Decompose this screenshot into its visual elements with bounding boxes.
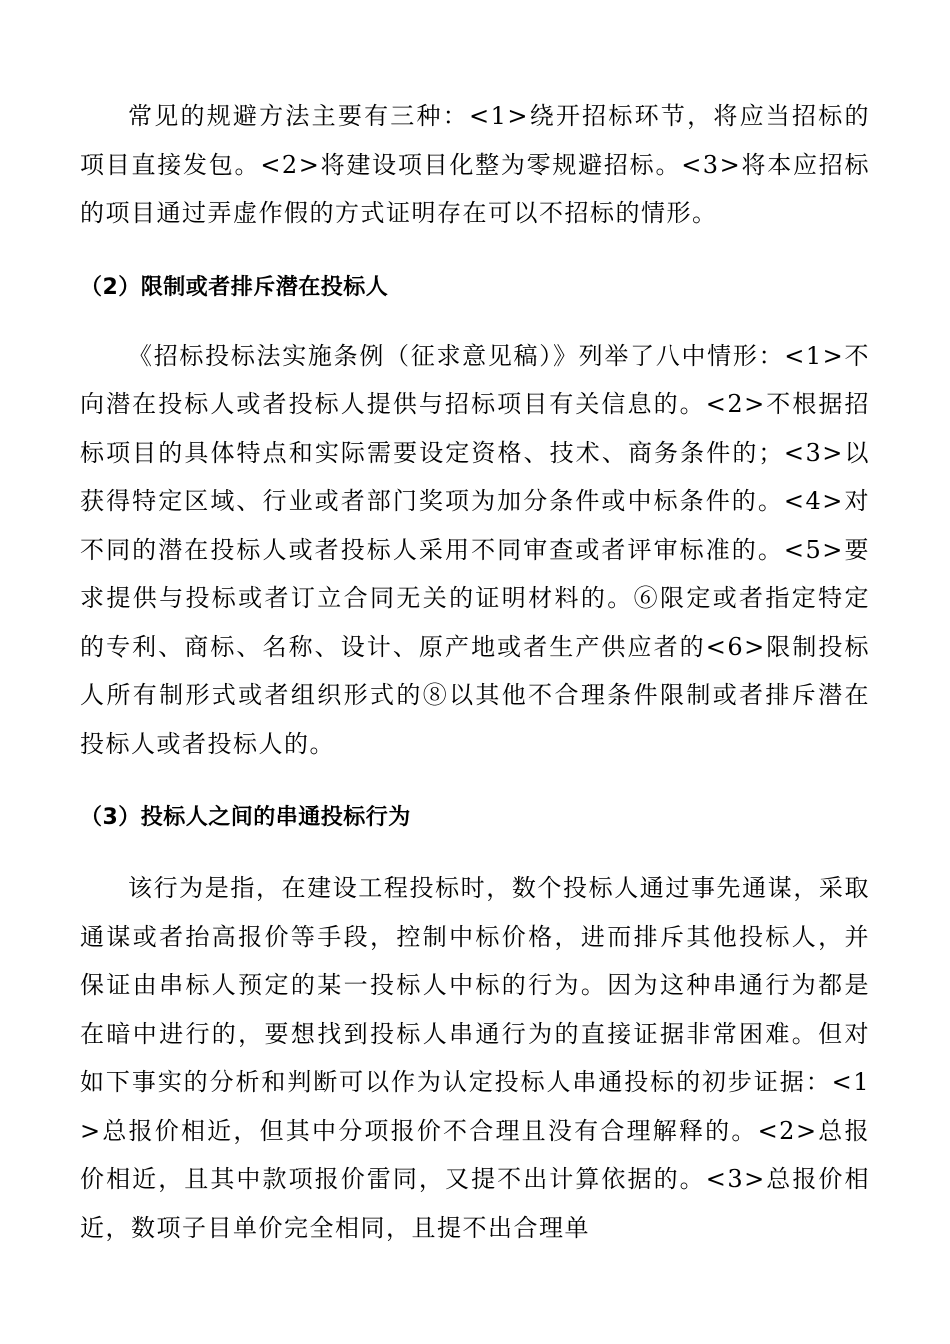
section-heading-collusive-bidding: （3）投标人之间的串通投标行为 — [80, 805, 411, 830]
section-heading-restrict-bidders: （2）限制或者排斥潜在投标人 — [80, 274, 389, 300]
paragraph-evasion-methods: 常见的规避方法主要有三种：<1>绕开招标环节，将应当招标的项目直接发包。<2>将建设项目化整为零规避招标。<3>将本应招标的项目通过弄虚作假的方式证明存在可以不招标的情形。 — [80, 102, 870, 227]
document-body — [80, 92, 870, 1252]
paragraph-collusion-definition: 该行为是指，在建设工程投标时，数个投标人通过事先通谋，采取通谋或者抬高报价等手段，控制中标价格，进而排斥其他投标人，并保证由串标人预定的某一投标人中标的行为。因为这种串通行为都是在暗中进行的，要想找到投标人串通行为的直接证据非常困难。但对如下事实的分析和判断可以作为认定投标人串通投标的初步证据：<1>总报价相近，但其中分项报价不合理且没有合理解释的。<2>总报价相近，且其中款项报价雷同，又提不出计算依据的。<3>总报价相近，数项子目单价完全相同，且提不出合理单 — [80, 874, 870, 1242]
paragraph-eight-situations: 《招标投标法实施条例（征求意见稿）》列举了八中情形：<1>不向潜在投标人或者投标人提供与招标项目有关信息的。<2>不根据招标项目的具体特点和实际需要设定资格、技术、商务条件的；<3>以获得特定区域、行业或者部门奖项为加分条件或中标条件的。<4>对不同的潜在投标人或者投标人采用不同审查或者评审标准的。<5>要求提供与投标或者订立合同无关的证明材料的。⑥限定或者指定特定的专利、商标、名称、设计、原产地或者生产供应者的<6>限制投标人所有制形式或者组织形式的⑧以其他不合理条件限制或者排斥潜在投标人或者投标人的。 — [80, 341, 870, 758]
